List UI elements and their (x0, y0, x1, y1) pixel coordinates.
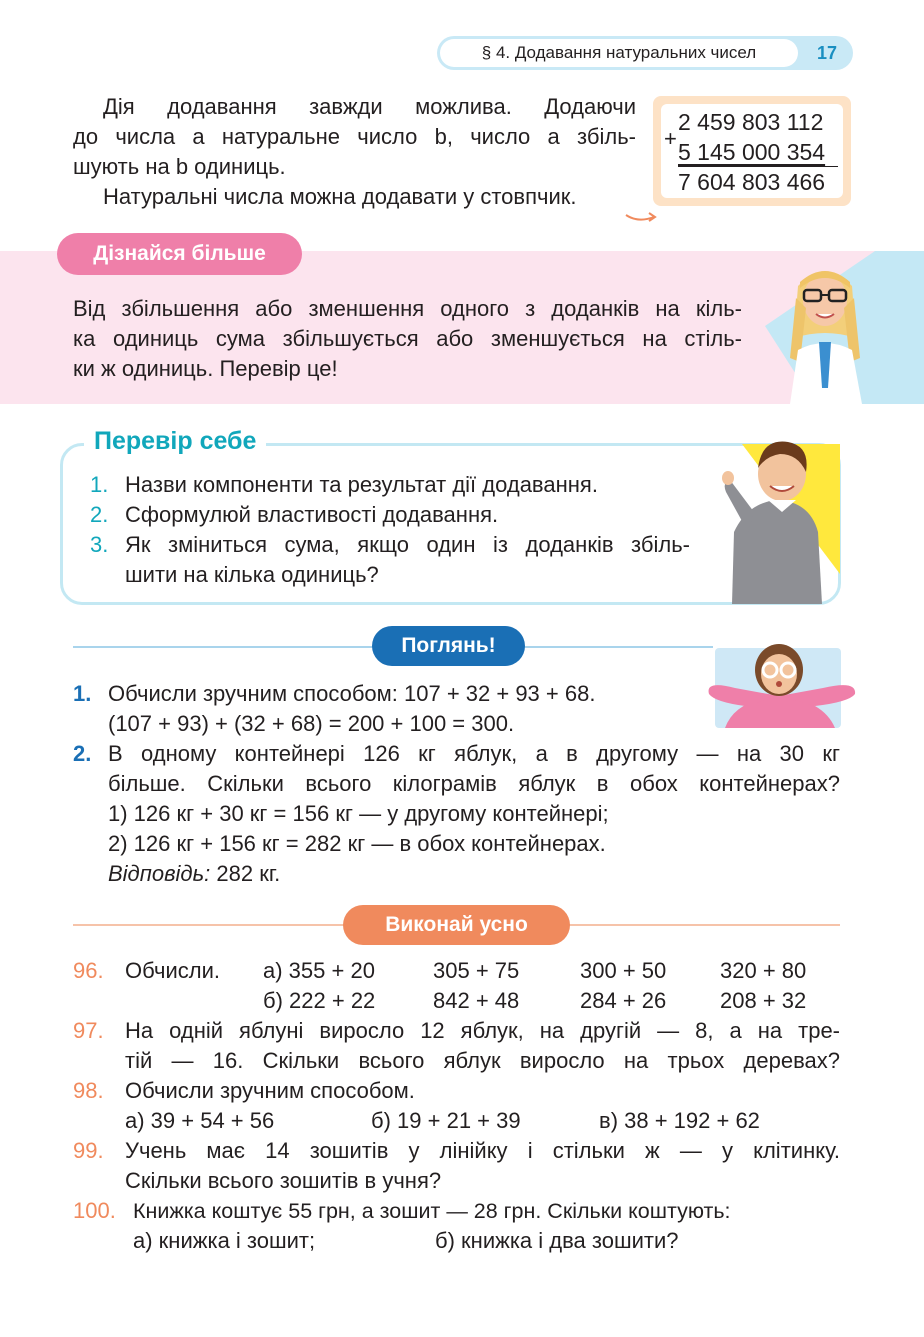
list-item: 2. В одному контейнері 126 кг яблук, а в другому — на 30 кг більше. Скільки всього кілограмів яблук в обох контейнерах? 1) 126 кг + 30 кг = 156 кг — у другому контейнері; 2) 126 кг + 156 кг = 282 кг — в обох контейнерах. Відповідь: 282 кг. (73, 739, 840, 889)
sum: 7 604 803 466 (678, 169, 826, 195)
exercise-100: 100. Книжка коштує 55 грн, а зошит — 28 грн. Скільки коштують: а) книжка і зошит; б) книжка і два зошити? (73, 1198, 731, 1253)
page-number: 17 (816, 43, 838, 63)
look-title: Поглянь! (372, 626, 525, 666)
learn-more-line: ка одиниць сума збільшується або зменшується на стіль- (73, 326, 742, 351)
answer: Відповідь: 282 кг. (108, 861, 281, 886)
intro-text (73, 92, 636, 212)
exercise-99: 99. Учень має 14 зошитів у лінійку і стільки ж — у клітинку. Скільки всього зошитів в учня? (73, 1138, 840, 1193)
intro-line: шують на b одиниць. (73, 154, 286, 179)
intro-line: до числа a натуральне число b, число a збіль- (73, 124, 636, 149)
list-item: 1. Обчисли зручним способом: 107 + 32 + 93 + 68. (107 + 93) + (32 + 68) = 200 + 100 = 300. (73, 681, 596, 736)
addend-2: 5 145 000 354 (678, 139, 826, 165)
exercise-98: 98. Обчисли зручним способом. а) 39 + 54 + 56 б) 19 + 21 + 39 в) 38 + 192 + 62 (73, 1078, 760, 1133)
pointing-boy-illustration (718, 432, 840, 604)
list-item: 2. Сформулюй властивості додавання. (90, 502, 499, 527)
intro-line: Дія додавання завжди можлива. Додаючи (103, 94, 636, 119)
learn-more-line: ки ж одиниць. Перевір це! (73, 356, 338, 381)
oral-exercises (73, 956, 840, 1256)
exercise-96: 96. Обчисли. а) 355 + 20 305 + 75 300 + 50 320 + 80 б) 222 + 22 842 + 48 284 + 26 208 + 32 (73, 958, 807, 1013)
oral-title: Виконай усно (343, 905, 570, 945)
plus-sign: + (664, 126, 677, 151)
learn-more-line: Від збільшення або зменшення одного з доданків на кіль- (73, 296, 742, 321)
look-list (73, 679, 840, 889)
learn-more-title: Дізнайся більше (57, 233, 302, 275)
girl-with-glasses-illustration (770, 258, 880, 404)
arrow-icon (624, 207, 658, 227)
check-yourself-list (90, 470, 690, 590)
addend-1: 2 459 803 112 (678, 109, 824, 135)
exercise-97: 97. На одній яблуні виросло 12 яблук, на другій — 8, а на тре- тій — 16. Скільки всього яблук виросло на трьох деревах? (73, 1018, 840, 1073)
list-item: 3. Як зміниться сума, якщо один із доданків збіль- шити на кілька одиниць? (90, 532, 690, 587)
intro-line: Натуральні числа можна додавати у стовпчик. (103, 184, 577, 209)
learn-more-text (73, 294, 742, 384)
check-yourself-title: Перевір себе (84, 424, 266, 458)
section-title: § 4. Додавання натуральних чисел (440, 39, 798, 67)
list-item: 1. Назви компоненти та результат дії додавання. (90, 472, 598, 497)
